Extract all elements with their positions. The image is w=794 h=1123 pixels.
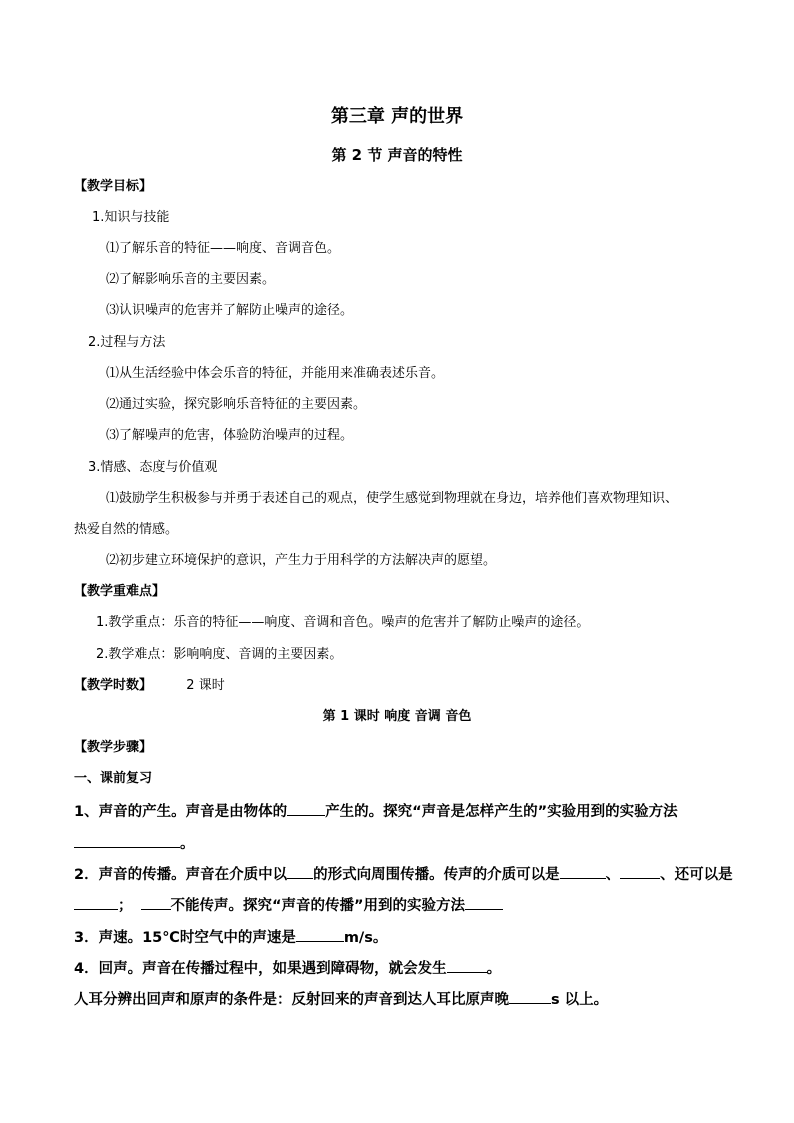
key-point-focus: 1.教学重点：乐音的特征——响度、音调和音色。噪声的危害并了解防止噪声的途径。 [96,615,590,630]
q2-text-f: 不能传声。探究“声音的传播”用到的实验方法 [170,898,466,914]
q1-text-a: 1、声音的产生。声音是由物体的 [74,804,288,820]
process-item-3: ⑶了解噪声的危害，体验防治噪声的过程。 [106,428,354,443]
emotion-item-1-line-2: 热爱自然的情感。 [74,522,179,537]
answer-blank[interactable] [509,989,551,1004]
q2-text-a: 2．声音的传播。声音在介质中以 [74,867,288,883]
q4-text-a: 4．回声。声音在传播过程中，如果遇到障碍物，就会发生 [74,961,447,977]
answer-blank[interactable] [620,864,660,879]
review-question-5 [74,989,608,1009]
q5-text-b: s 以上。 [551,992,609,1008]
review-question-1 [74,801,678,821]
answer-blank[interactable] [447,958,487,973]
review-question-2 [74,864,733,884]
review-heading: 一、课前复习 [74,771,153,786]
q1-text-b: 产生的。探究“声音是怎样产生的”实验用到的实验方法 [325,804,678,820]
section-title: 第 2 节 声音的特性 [331,146,463,164]
answer-blank[interactable] [560,864,606,879]
q2-text-e: ； [118,898,133,914]
review-question-3 [74,927,387,947]
q2-text-c: 、 [605,867,621,883]
review-question-1-continued [74,833,195,853]
emotion-item-1-line-1: ⑴鼓励学生积极参与并勇于表述自己的观点，使学生感觉到物理就在身边，培养他们喜欢物理知识、 [106,491,679,506]
answer-blank[interactable] [287,801,325,816]
process-title: 2.过程与方法 [88,335,166,350]
q2-text-b: 的形式向周围传播。传声的介质可以是 [313,867,560,883]
key-points-heading: 【教学重难点】 [74,584,166,599]
answer-blank[interactable] [296,927,344,942]
q4-text-b: 。 [486,961,502,977]
q3-text-a: 3．声速。15℃时空气中的声速是 [74,930,296,946]
answer-blank[interactable] [74,895,118,910]
key-point-difficulty: 2.教学难点：影响响度、音调的主要因素。 [96,647,343,662]
objectives-heading: 【教学目标】 [74,179,153,194]
hours-row [74,677,225,695]
q2-text-d: 、还可以是 [660,867,733,883]
knowledge-item-2: ⑵了解影响乐音的主要因素。 [106,272,276,287]
process-item-1: ⑴从生活经验中体会乐音的特征，并能用来准确表述乐音。 [106,366,445,381]
emotion-title: 3.情感、态度与价值观 [88,460,218,475]
lesson-title: 第 1 课时 响度 音调 音色 [322,709,472,724]
q5-text-a: 人耳分辨出回声和原声的条件是：反射回来的声音到达人耳比原声晚 [74,992,509,1008]
knowledge-item-1: ⑴了解乐音的特征——响度、音调音色。 [106,241,341,256]
q1-text-c: 。 [180,836,195,852]
knowledge-title: 1.知识与技能 [92,210,170,225]
answer-blank[interactable] [74,833,180,848]
answer-blank[interactable] [287,864,313,879]
answer-blank[interactable] [141,895,171,910]
knowledge-item-3: ⑶认识噪声的危害并了解防止噪声的途径。 [106,303,354,318]
chapter-title: 第三章 声的世界 [330,106,464,127]
hours-value: 2 课时 [186,678,225,693]
answer-blank[interactable] [465,895,503,910]
review-question-4 [74,958,501,978]
review-question-2-continued [74,895,503,915]
process-item-2: ⑵通过实验，探究影响乐音特征的主要因素。 [106,397,367,412]
q3-text-b: m/s。 [343,930,388,946]
hours-heading: 【教学时数】 [74,678,153,693]
emotion-item-2: ⑵初步建立环境保护的意识，产生力于用科学的方法解决声的愿望。 [106,553,497,568]
steps-heading: 【教学步骤】 [74,740,153,755]
